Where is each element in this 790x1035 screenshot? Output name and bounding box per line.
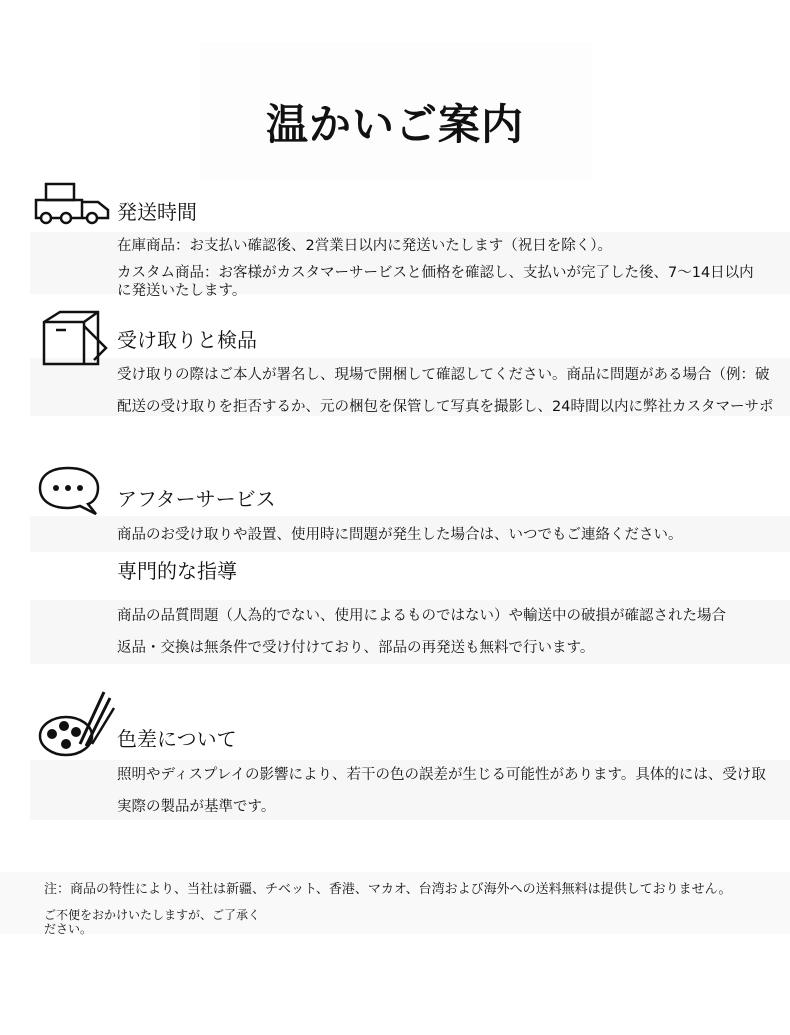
guidance-line-2: 返品・交換は無条件で受け付けており、部品の再発送も無料で行います。 — [117, 640, 595, 656]
box-icon — [38, 308, 110, 374]
after-service-heading: アフターサービス — [117, 487, 276, 511]
palette-icon — [38, 688, 118, 760]
color-line-2: 実際の製品が基準です。 — [117, 799, 276, 815]
guidance-heading: 専門的な指導 — [117, 559, 237, 583]
color-line-1: 照明やディスプレイの影響により、若干の色の誤差が生じる可能性があります。具体的には、受け取 — [117, 767, 766, 783]
receiving-line-2: 配送の受け取りを拒否するか、元の梱包を保管して写真を撮影し、24時間以内に弊社カスタマーサポ — [117, 399, 774, 415]
receiving-line-1: 受け取りの際はご本人が署名し、現場で開梱して確認してください。商品に問題がある場合（例：破 — [117, 367, 770, 383]
footer-apology-b: ださい。 — [44, 922, 93, 936]
footer-note: 注：商品の特性により、当社は新疆、チベット、香港、マカオ、台湾および海外への送料無料は提供しておりません。 — [44, 882, 732, 897]
shipping-line-2b: に発送いたします。 — [117, 283, 247, 299]
shipping-line-1: 在庫商品：お支払い確認後、2営業日以内に発送いたします（祝日を除く）。 — [117, 238, 612, 254]
color-heading: 色差について — [117, 727, 237, 751]
after-service-line-1: 商品のお受け取りや設置、使用時に問題が発生した場合は、いつでもご連絡ください。 — [117, 527, 683, 543]
truck-icon — [32, 180, 116, 228]
shipping-line-2a: カスタム商品：お客様がカスタマーサービスと価格を確認し、支払いが完了した後、7〜14日以内 — [117, 265, 754, 281]
receiving-heading: 受け取りと検品 — [117, 328, 257, 352]
page-title: 温かいご案内 — [265, 100, 524, 149]
shipping-heading: 発送時間 — [117, 200, 197, 224]
footer-apology-a: ご不便をおかけいたしますが、ご了承く — [44, 908, 261, 922]
chat-bubble-icon — [38, 464, 102, 516]
guidance-line-1: 商品の品質問題（人為的でない、使用によるものではない）や輸送中の破損が確認された場合 — [117, 608, 726, 624]
